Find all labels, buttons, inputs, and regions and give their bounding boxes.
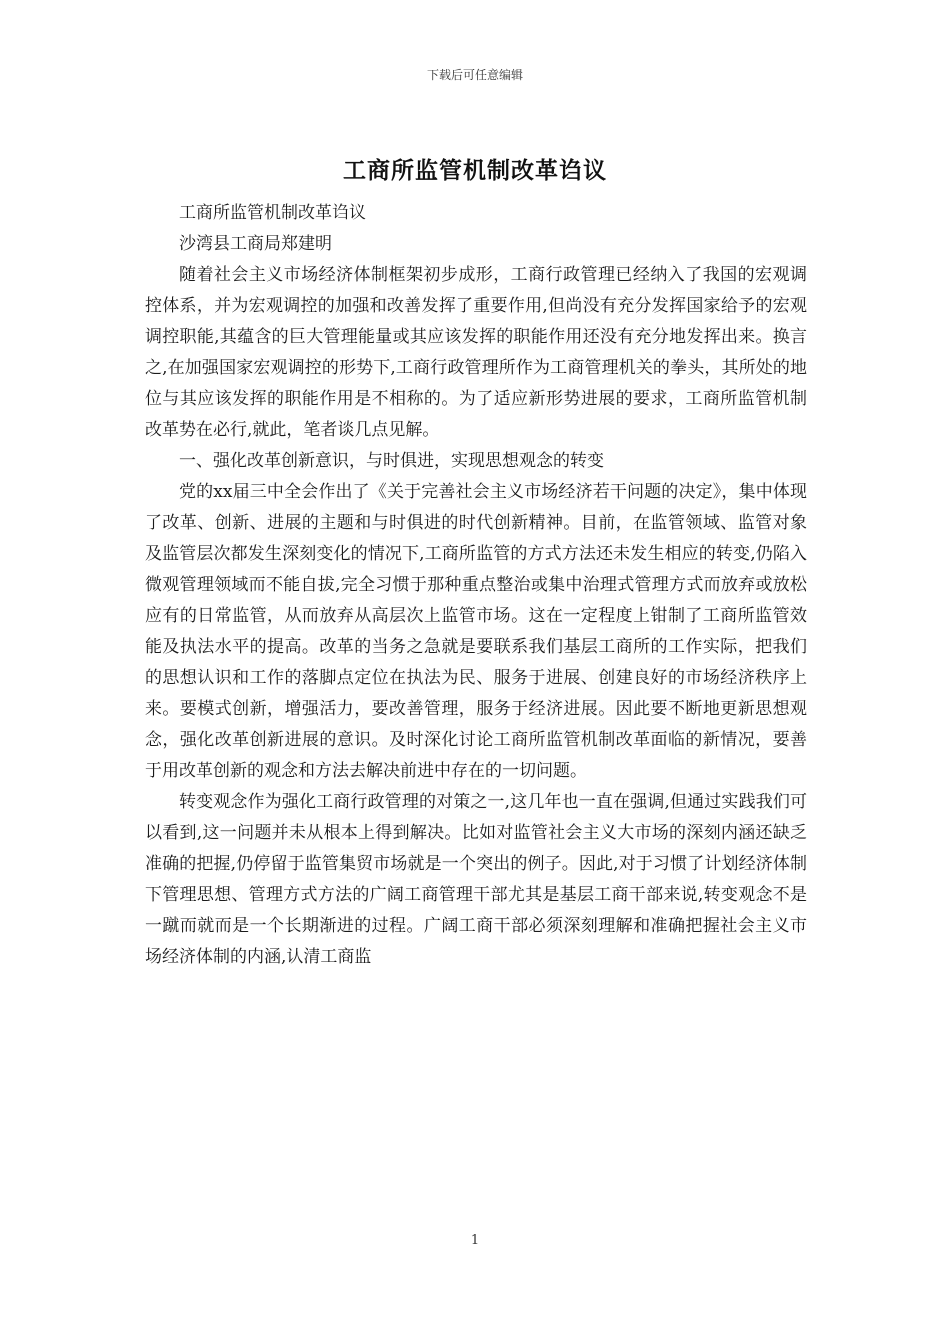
body-paragraph-1: 党的xx届三中全会作出了《关于完善社会主义市场经济若干问题的决定》，集中体现了改革、创新、进展的主题和与时俱进的时代创新精神。目前，在监管领域、监管对象及监管层次都发生深刻变化的情况下,工商所监管的方式方法还未发生相应的转变,仍陷入微观管理领域而不能自拔,完全习惯于那种重点整治或集中治理式管理方式而放弃或放松应有的日常监管，从而放弃从高层次上监管市场。这在一定程度上钳制了工商所监管效能及执法水平的提高。改革的当务之急就是要联系我们基层工商所的工作实际，把我们的思想认识和工作的落脚点定位在执法为民、服务于进展、创建良好的市场经济秩序上来。要模式创新，增强活力，要改善管理，服务于经济进展。因此要不断地更新思想观念，强化改革创新进展的意识。及时深化讨论工商所监管机制改革面临的新情况，要善于用改革创新的观念和方法去解决前进中存在的一切问题。 bbox=[145, 482, 807, 781]
intro-paragraph: 随着社会主义市场经济体制框架初步成形，工商行政管理已经纳入了我国的宏观调控体系，并为宏观调控的加强和改善发挥了重要作用,但尚没有充分发挥国家给予的宏观调控职能,其蕴含的巨大管理能量或其应该发挥的职能作用还没有充分地发挥出来。换言之,在加强国家宏观调控的形势下,工商行政管理所作为工商管理机关的拳头，其所处的地位与其应该发挥的职能作用是不相称的。为了适应新形势进展的要求，工商所监管机制改革势在必行,就此，笔者谈几点见解。 bbox=[145, 265, 807, 440]
document-title: 工商所监管机制改革诌议 bbox=[343, 157, 607, 184]
section-heading-1: 一、强化改革创新意识，与时俱进，实现思想观念的转变 bbox=[179, 451, 604, 471]
body-paragraph-2: 转变观念作为强化工商行政管理的对策之一,这几年也一直在强调,但通过实践我们可以看到,这一问题并未从根本上得到解决。比如对监管社会主义大市场的深刻内涵还缺乏准确的把握,仍停留于监管集贸市场就是一个突出的例子。因此,对于习惯了计划经济体制下管理思想、管理方式方法的广阔工商管理干部尤其是基层工商干部来说,转变观念不是一蹴而就而是一个长期渐进的过程。广阔工商干部必须深刻理解和准确把握社会主义市场经济体制的内涵,认清工商监 bbox=[145, 792, 807, 967]
author-paragraph: 沙湾县工商局郑建明 bbox=[179, 234, 332, 254]
document-body bbox=[145, 198, 807, 973]
page-number: 1 bbox=[470, 1233, 480, 1248]
header-note: 下载后可任意编辑 bbox=[426, 68, 523, 82]
subtitle-paragraph: 工商所监管机制改革诌议 bbox=[179, 203, 366, 223]
